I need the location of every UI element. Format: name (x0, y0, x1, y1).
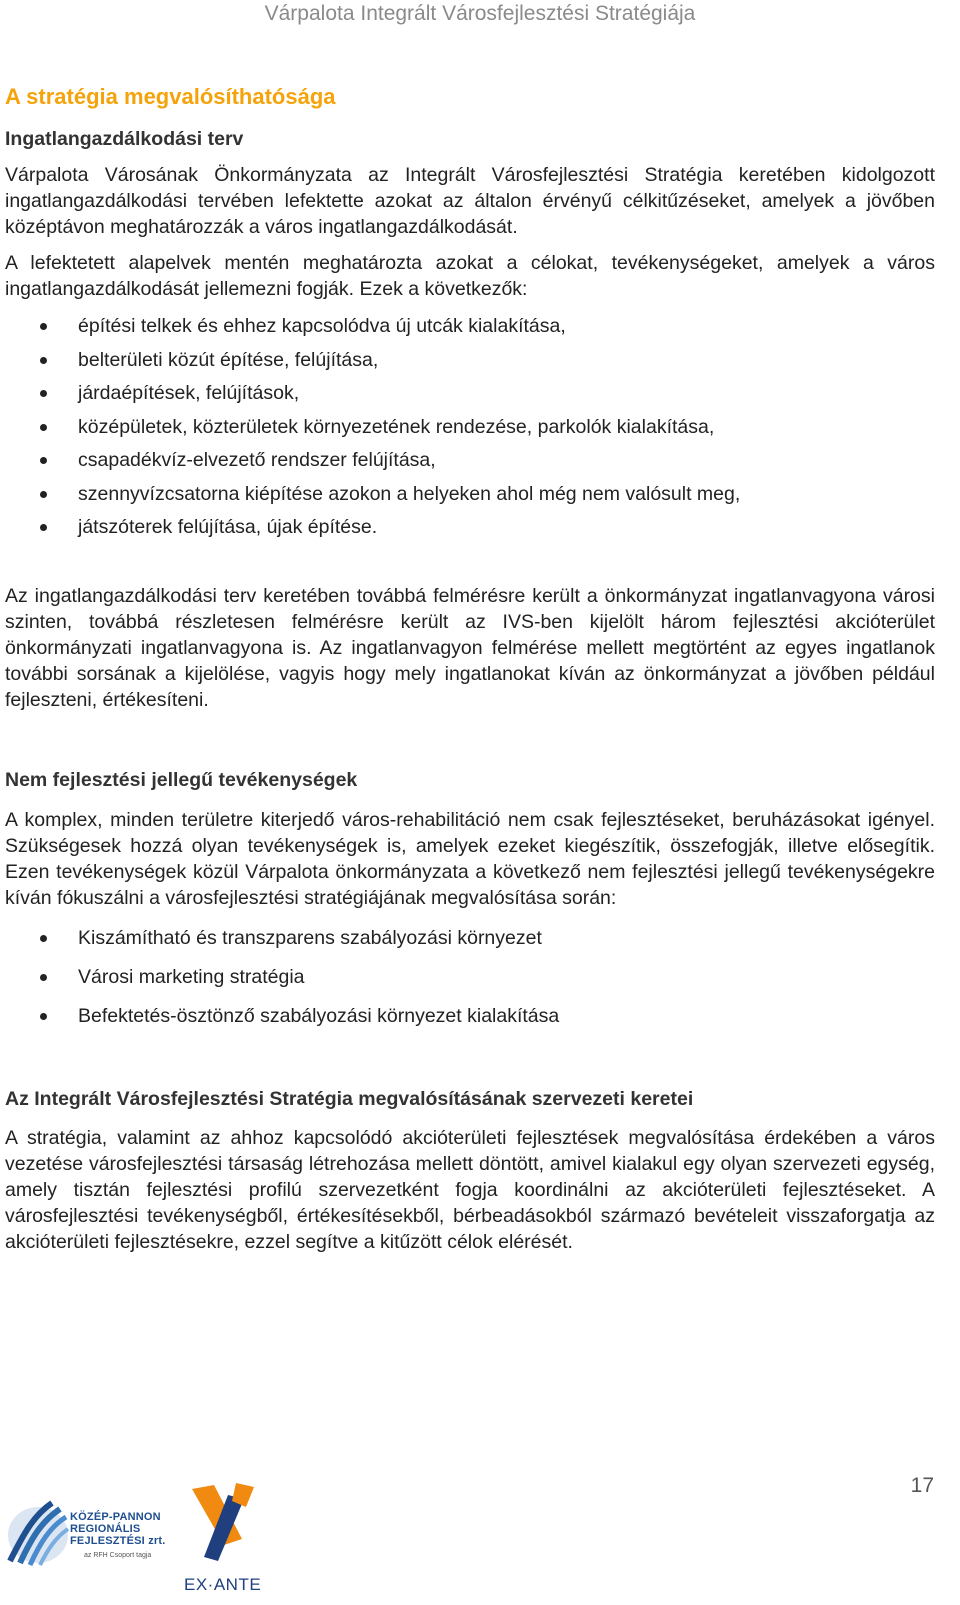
goals-list (5, 310, 935, 545)
bullet-icon (40, 935, 47, 942)
paragraph: Az ingatlangazdálkodási terv keretében továbbá felmérésre került a önkormányzat ingatlanvagyona városi szinten, továbbá részletesen felmérésre került az IVS-ben kijelölt három fejlesztési akcióterület önkormányzati ingatlanvagyona is. Az ingatlanvagyon felmérése mellett megtörtént az egyes ingatlanok további sorsának a kijelölése, vagyis hogy mely ingatlanokat kíván az önkormányzat a jövőben például fejleszteni, értékesíteni. (5, 584, 935, 711)
kozep-pannon-logo-icon (4, 1493, 74, 1573)
running-header: Várpalota Integrált Városfejlesztési Stratégiája (264, 2, 696, 25)
bullet-icon (40, 424, 47, 431)
list-item: játszóterek felújítása, újak építése. (5, 511, 935, 545)
list-item: csapadékvíz-elvezető rendszer felújítása, (5, 444, 935, 478)
list-item: Kiszámítható és transzparens szabályozási környezet (5, 919, 935, 958)
bullet-icon (40, 1013, 47, 1020)
page-number: 17 (910, 1474, 934, 1497)
kozep-pannon-logo-subtext: az RFH Csoport tagja (84, 1552, 152, 1559)
list-item: építési telkek és ehhez kapcsolódva új utcák kialakítása, (5, 310, 935, 344)
paragraph: Várpalota Városának Önkormányzata az Integrált Városfejlesztési Stratégia keretében kidolgozott ingatlangazdálkodási tervében lefektette azokat az általon érvényű célkitűzéseket, amelyek a jövőben középtávon meghatározzák a város ingatlangazdálkodását. (5, 164, 935, 238)
activities-list (5, 919, 935, 1036)
document-body (5, 82, 935, 1265)
bullet-icon (40, 390, 47, 397)
subsection-heading-non-development: Nem fejlesztési jellegű tevékenységek (5, 768, 358, 791)
list-item: Befektetés-ösztönző szabályozási környezet kialakítása (5, 997, 935, 1036)
bullet-icon (40, 323, 47, 330)
paragraph: A lefektetett alapelvek mentén meghatározta azokat a célokat, tevékenységeket, amelyek a város ingatlangazdálkodását jellemezni fogják. Ezek a következők: (5, 252, 935, 300)
bullet-icon (40, 457, 47, 464)
exante-logo-text: EX·ANTE (184, 1575, 262, 1594)
exante-logo-icon (184, 1479, 264, 1574)
kozep-pannon-logo-text: KÖZÉP-PANNON REGIONÁLIS FEJLESZTÉSI zrt. (70, 1511, 166, 1547)
subsection-heading-property-plan: Ingatlangazdálkodási terv (5, 128, 244, 150)
paragraph: A stratégia, valamint az ahhoz kapcsolódó akcióterületi fejlesztések megvalósítása érdekében a város vezetése városfejlesztési társaság létrehozása mellett döntött, amivel kialakul egy olyan szervezeti egység, amely tisztán fejlesztési profilú szervezetként fogja koordinálni az akcióterületi fejlesztéseket. A városfejlesztési tevékenységből, értékesítésekből, bérbeadásokból származó bevételeit visszaforgatja az akcióterületi fejlesztésekre, ezzel segítve a kitűzött célok elérését. (5, 1126, 935, 1253)
bullet-icon (40, 974, 47, 981)
subsection-heading-organizational: Az Integrált Városfejlesztési Stratégia megvalósításának szervezeti keretei (5, 1087, 694, 1110)
list-item: Városi marketing stratégia (5, 958, 935, 997)
bullet-icon (40, 357, 47, 364)
list-item: járdaépítések, felújítások, (5, 377, 935, 411)
footer-logos (4, 1475, 274, 1605)
paragraph: A komplex, minden területre kiterjedő város-rehabilitáció nem csak fejlesztéseket, beruházásokat igényel. Szükségesek hozzá olyan tevékenységek is, amelyek ezeket kiegészítik, összefogják, illetve elősegítik. Ezen tevékenységek közül Várpalota önkormányzata a következő nem fejlesztési jellegű tevékenységekre kíván fókuszálni a városfejlesztési stratégiájának megvalósítása során: (5, 808, 935, 909)
list-item: középületek, közterületek környezetének rendezése, parkolók kialakítása, (5, 411, 935, 445)
bullet-icon (40, 491, 47, 498)
bullet-icon (40, 524, 47, 531)
list-item: belterületi közút építése, felújítása, (5, 344, 935, 378)
list-item: szennyvízcsatorna kiépítése azokon a helyeken ahol még nem valósult meg, (5, 478, 935, 512)
section-title: A stratégia megvalósíthatósága (5, 84, 336, 109)
